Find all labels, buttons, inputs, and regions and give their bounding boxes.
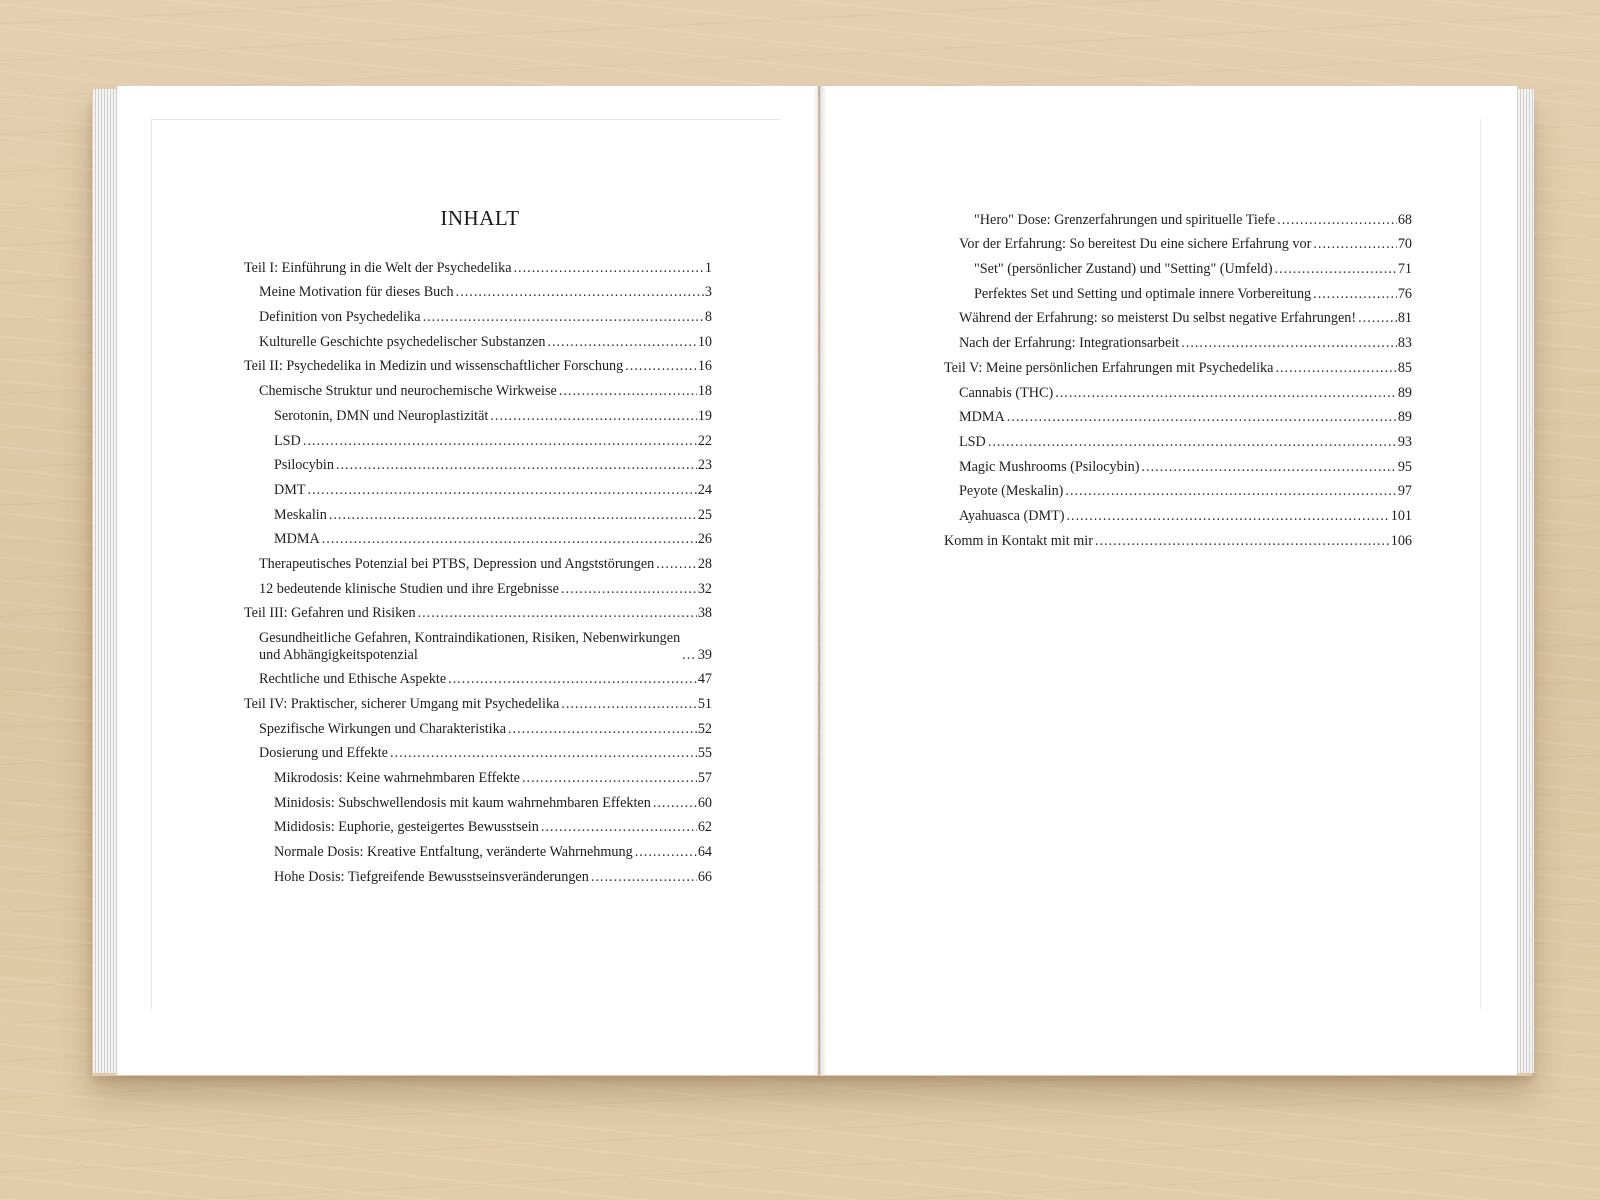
toc-entry-title: Serotonin, DMN und Neuroplastizität [274, 407, 489, 424]
toc-entry [244, 375, 712, 400]
toc-leader-dots [336, 457, 697, 474]
toc-entry-page-number: 60 [697, 794, 712, 811]
toc-entry-page-number: 39 [697, 646, 712, 663]
toc-leader-dots [522, 770, 697, 787]
toc-entry-title: Rechtliche und Ethische Aspekte [259, 671, 447, 688]
toc-entry [244, 524, 712, 549]
toc-entry [244, 499, 712, 524]
toc-entry [244, 861, 712, 886]
toc-entry [944, 229, 1412, 254]
toc-leader-dots [1181, 335, 1397, 352]
toc-entry [244, 664, 712, 689]
toc-entry [244, 598, 712, 623]
toc-entry-title [259, 630, 680, 664]
toc-entry-page-number: 101 [1390, 507, 1412, 524]
toc-leader-dots [514, 260, 704, 277]
toc-entry-title: Chemische Struktur und neurochemische Wirkweise [259, 383, 557, 400]
toc-entry-page-number: 106 [1390, 532, 1412, 549]
toc-leader-dots [1055, 385, 1397, 402]
toc-list-left [244, 252, 712, 886]
toc-entry-title: Kulturelle Geschichte psychedelischer Substanzen [259, 333, 546, 350]
toc-entry-page-number: 24 [697, 481, 712, 498]
toc-entry-page-number: 25 [697, 506, 712, 523]
toc-leader-dots [1313, 236, 1396, 253]
toc-leader-dots [303, 433, 697, 450]
toc-entry [244, 836, 712, 861]
toc-leader-dots [541, 819, 697, 836]
toc-leader-dots [656, 556, 697, 573]
toc-entry-title: Teil I: Einführung in die Welt der Psychedelika [244, 259, 512, 276]
toc-leader-dots [1066, 508, 1389, 525]
toc-entry-title: Therapeutisches Potenzial bei PTBS, Depression und Angststörungen [259, 555, 655, 572]
toc-entry [244, 573, 712, 598]
toc-leader-dots [390, 745, 697, 762]
toc-entry [944, 500, 1412, 525]
toc-leader-dots [1358, 310, 1397, 327]
toc-entry-page-number: 8 [704, 309, 712, 326]
toc-entry-title: Magic Mushrooms (Psilocybin) [959, 458, 1140, 475]
toc-entry [244, 425, 712, 450]
toc-entry-title: Vor der Erfahrung: So bereitest Du eine sichere Erfahrung vor [959, 236, 1312, 253]
toc-entry-page-number: 51 [697, 695, 712, 712]
toc-entry [944, 525, 1412, 550]
toc-entry [944, 327, 1412, 352]
toc-entry-title: Meine Motivation für dieses Buch [259, 284, 454, 301]
toc-entry-title: MDMA [959, 409, 1005, 426]
toc-leader-dots [1277, 212, 1397, 229]
toc-entry-title: Komm in Kontakt mit mir [944, 532, 1093, 549]
toc-entry-title: Spezifische Wirkungen und Charakteristika [259, 720, 506, 737]
toc-leader-dots [625, 358, 697, 375]
toc-entry [244, 738, 712, 763]
toc-entry-title: LSD [959, 433, 986, 450]
toc-entry-page-number: 93 [1397, 433, 1412, 450]
toc-entry-title: Perfektes Set und Setting und optimale innere Vorbereitung [974, 285, 1312, 302]
toc-entry [944, 253, 1412, 278]
toc-entry [244, 812, 712, 837]
toc-entry-page-number: 85 [1397, 359, 1412, 376]
toc-entry [244, 688, 712, 713]
toc-entry [944, 303, 1412, 328]
toc-entry [944, 402, 1412, 427]
toc-entry-title: Mikrodosis: Keine wahrnehmbaren Effekte [274, 769, 520, 786]
toc-leader-dots [561, 696, 696, 713]
toc-entry-title: Definition von Psychedelika [259, 309, 421, 326]
page-frame-line [1480, 119, 1481, 1009]
toc-leader-dots [1275, 261, 1397, 278]
toc-entry [944, 426, 1412, 451]
toc-entry-page-number: 28 [697, 555, 712, 572]
toc-heading: INHALT [440, 206, 520, 230]
toc-entry [244, 548, 712, 573]
toc-entry-page-number: 89 [1397, 409, 1412, 426]
toc-leader-dots [682, 647, 697, 664]
page-frame-line [152, 119, 780, 120]
toc-entry [244, 326, 712, 351]
toc-entry [244, 400, 712, 425]
toc-leader-dots [508, 721, 697, 738]
toc-leader-dots [1065, 483, 1396, 500]
toc-leader-dots [322, 531, 697, 548]
toc-entry-page-number: 38 [697, 605, 712, 622]
toc-entry-title: Hohe Dosis: Tiefgreifende Bewusstseinsveränderungen [274, 868, 589, 885]
toc-entry-page-number: 3 [704, 284, 712, 301]
toc-entry [244, 787, 712, 812]
toc-entry-title: Teil II: Psychedelika in Medizin und wissenschaftlicher Forschung [244, 358, 624, 375]
toc-leader-dots [448, 671, 697, 688]
toc-entry [244, 762, 712, 787]
toc-entry-title: Teil III: Gefahren und Risiken [244, 605, 416, 622]
toc-entry-page-number: 71 [1397, 261, 1412, 278]
toc-entry-title: Nach der Erfahrung: Integrationsarbeit [959, 335, 1180, 352]
toc-entry-page-number: 1 [704, 259, 712, 276]
toc-entry [944, 451, 1412, 476]
toc-entry-page-number: 62 [697, 819, 712, 836]
toc-entry-title: Ayahuasca (DMT) [959, 507, 1065, 524]
toc-leader-dots [490, 408, 696, 425]
toc-leader-dots [561, 581, 697, 598]
toc-entry-title: "Hero" Dose: Grenzerfahrungen und spirituelle Tiefe [974, 211, 1276, 228]
toc-entry-page-number: 64 [697, 844, 712, 860]
toc-leader-dots [1142, 459, 1397, 476]
toc-leader-dots [329, 507, 697, 524]
toc-leader-dots [547, 334, 696, 351]
toc-entry-title: LSD [274, 432, 301, 449]
toc-leader-dots [308, 482, 697, 499]
toc-list-right [944, 204, 1412, 550]
toc-entry [944, 377, 1412, 402]
toc-leader-dots [1095, 533, 1390, 550]
toc-entry-title: Peyote (Meskalin) [959, 483, 1064, 500]
toc-entry-title: Dosierung und Effekte [259, 745, 388, 762]
toc-entry-title: "Set" (persönlicher Zustand) und "Setting" (Umfeld) [974, 261, 1273, 278]
toc-entry [244, 252, 712, 277]
page-frame-line [151, 119, 152, 1009]
toc-entry-page-number: 83 [1397, 335, 1412, 352]
toc-entry-page-number: 66 [697, 868, 712, 885]
toc-entry-title: Teil IV: Praktischer, sicherer Umgang mit Psychedelika [244, 695, 560, 712]
toc-entry-page-number: 81 [1397, 310, 1412, 327]
toc-entry-page-number: 95 [1397, 458, 1412, 475]
toc-entry-title: Während der Erfahrung: so meisterst Du selbst negative Erfahrungen! [959, 310, 1357, 327]
toc-entry-page-number: 68 [1397, 211, 1412, 228]
toc-entry-title: Minidosis: Subschwellendosis mit kaum wahrnehmbaren Effekten [274, 794, 651, 811]
toc-entry-page-number: 89 [1397, 384, 1412, 401]
toc-entry [244, 474, 712, 499]
toc-entry-page-number: 97 [1397, 483, 1412, 500]
toc-entry [244, 622, 712, 663]
toc-leader-dots [1007, 409, 1397, 426]
toc-entry-page-number: 52 [697, 720, 712, 737]
toc-leader-dots [1313, 286, 1397, 303]
toc-entry-title-line2: und Abhängigkeitspotenzial [259, 646, 418, 663]
toc-entry [244, 301, 712, 326]
toc-entry-title: Cannabis (THC) [959, 384, 1054, 401]
toc-entry-page-number: 32 [697, 580, 712, 597]
toc-entry-page-number: 47 [697, 671, 712, 688]
toc-entry-title: Mididosis: Euphorie, gesteigertes Bewusstsein [274, 819, 539, 836]
toc-entry [244, 277, 712, 302]
toc-entry-page-number: 23 [697, 457, 712, 474]
toc-entry-title: DMT [274, 481, 306, 498]
toc-entry-page-number: 70 [1397, 236, 1412, 253]
toc-leader-dots [456, 284, 704, 301]
toc-leader-dots [418, 605, 697, 622]
toc-entry-title: MDMA [274, 531, 320, 548]
toc-entry-title: Psilocybin [274, 457, 334, 474]
toc-leader-dots [559, 383, 697, 400]
toc-entry-page-number: 18 [697, 383, 712, 400]
toc-entry [944, 352, 1412, 377]
toc-entry-page-number: 10 [697, 333, 712, 350]
toc-entry [944, 204, 1412, 229]
toc-entry-page-number: 26 [697, 531, 712, 548]
toc-entry-title: Teil V: Meine persönlichen Erfahrungen mit Psychedelika [944, 359, 1274, 376]
toc-entry-page-number: 76 [1397, 285, 1412, 302]
toc-entry-title: 12 bedeutende klinische Studien und ihre Ergebnisse [259, 580, 559, 597]
toc-leader-dots [653, 795, 697, 812]
toc-leader-dots [988, 434, 1397, 451]
toc-entry-page-number: 55 [697, 745, 712, 762]
toc-entry-page-number: 19 [697, 407, 712, 424]
toc-leader-dots [591, 869, 697, 886]
toc-entry [244, 713, 712, 738]
toc-entry [944, 278, 1412, 303]
toc-entry-page-number: 22 [697, 432, 712, 449]
toc-entry [244, 450, 712, 475]
toc-entry-page-number: 57 [697, 769, 712, 786]
toc-entry-title: Normale Dosis: Kreative Entfaltung, veränderte Wahrnehmung [274, 844, 633, 860]
toc-entry-page-number: 16 [697, 358, 712, 375]
toc-leader-dots [635, 844, 697, 861]
toc-entry [944, 476, 1412, 501]
toc-entry-title-line1: Gesundheitliche Gefahren, Kontraindikationen, Risiken, Nebenwirkungen [259, 629, 681, 646]
toc-entry-title: Meskalin [274, 506, 327, 523]
toc-leader-dots [1275, 360, 1396, 377]
toc-entry [244, 351, 712, 376]
toc-leader-dots [423, 309, 704, 326]
book-gutter [813, 86, 827, 1075]
